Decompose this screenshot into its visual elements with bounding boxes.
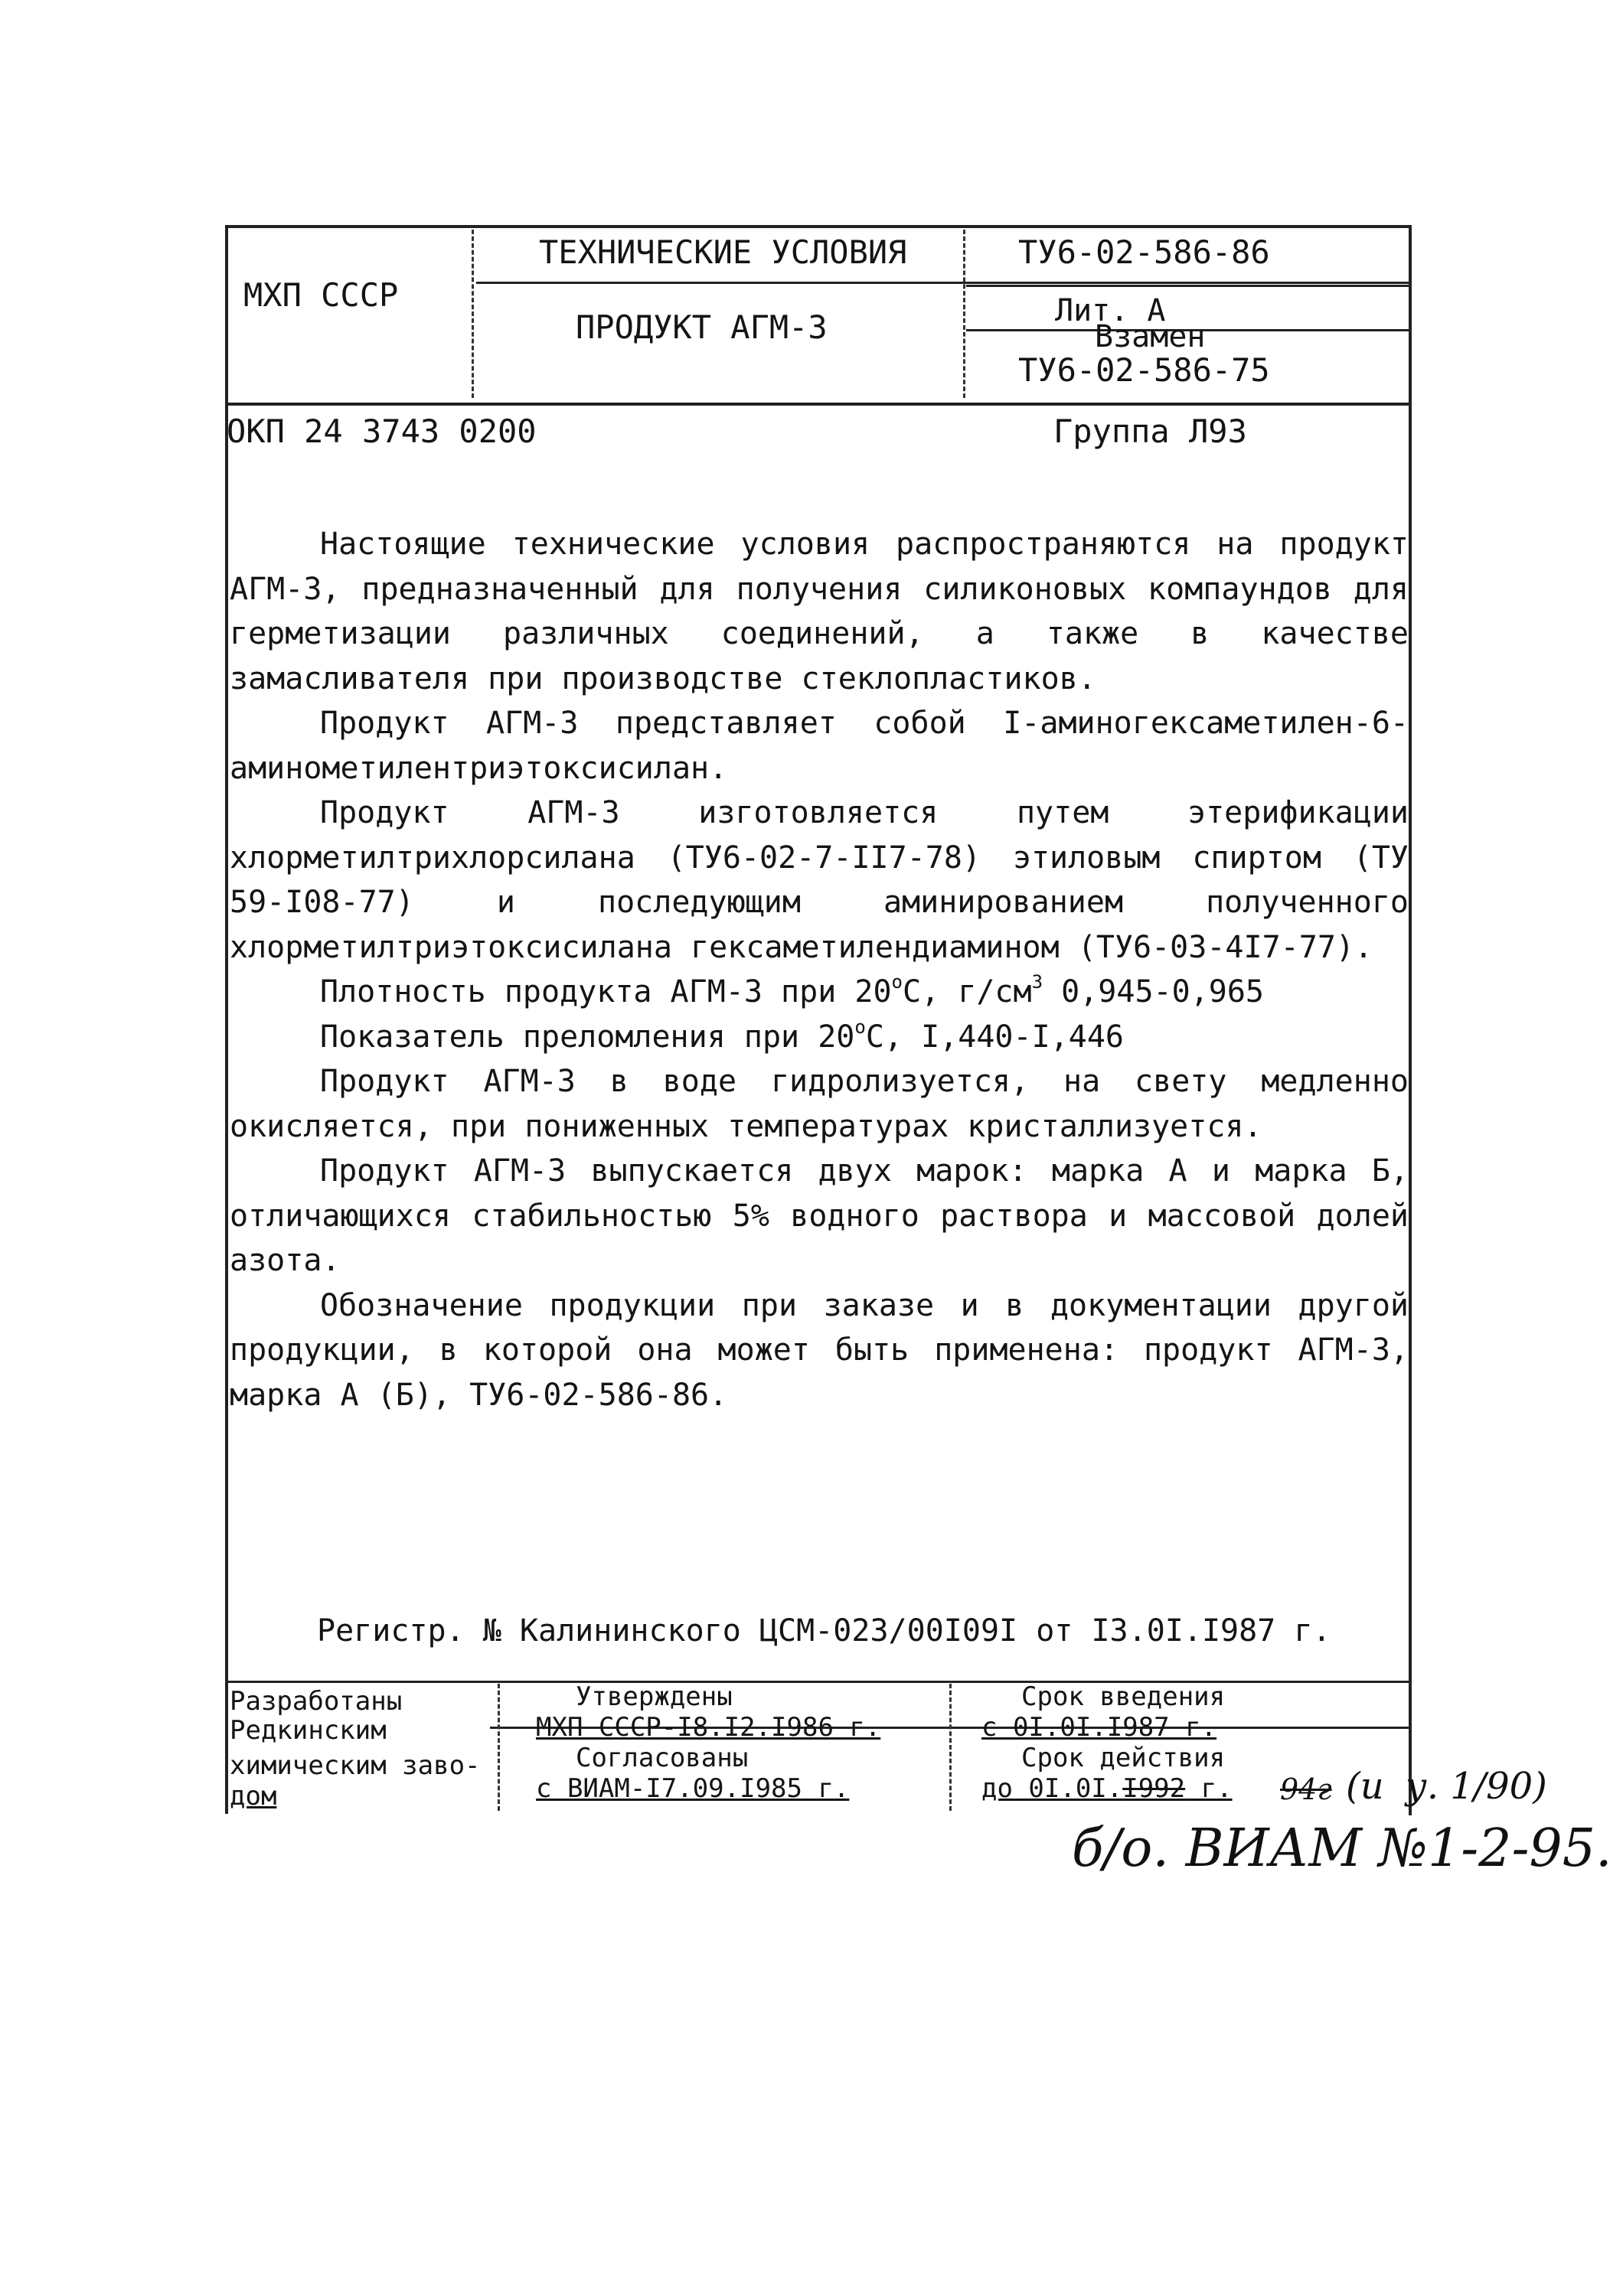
okp-code: ОКП 24 3743 0200 (227, 413, 537, 450)
cube-sign: 3 (1031, 971, 1043, 993)
paragraph-grades: Продукт АГМ-3 выпускается двух марок: марка А и марка Б, отличающихся стабильностью 5% водного раствора и массовой долей азота. (230, 1153, 1409, 1278)
developer-line-2: Редкинским (230, 1715, 387, 1746)
paragraph-scope: Настоящие технические условия распространяются на продукт АГМ-3, предназначенный для получения силиконовых компаундов для герметизации различных соединений, а также в качестве замасливателя при производстве стеклопластиков. (230, 527, 1409, 696)
header-mid-rule (476, 282, 1412, 284)
replaces-label: Взамен (1095, 319, 1206, 354)
frame-left-rule (225, 225, 228, 1814)
paragraph-refraction (230, 1015, 1409, 1060)
developer-line-1: Разработаны (230, 1686, 403, 1717)
paragraph-composition: Продукт АГМ-3 представляет собой I-аминогексаметилен-6-аминометилентриэтоксисилан. (230, 706, 1409, 786)
handwritten-note-3: б/о. ВИАМ №1-2-95. (1072, 1818, 1612, 1879)
paragraph-stability: Продукт АГМ-3 в воде гидролизуется, на свету медленно окисляется, при пониженных температурах кристаллизуется. (230, 1064, 1409, 1144)
frame-right-rule (1409, 225, 1412, 1815)
degree-sign: о (891, 971, 903, 993)
header-separator-2 (963, 230, 968, 398)
density-value: 0,945-0,965 (1043, 974, 1265, 1009)
density-units: С, г/см (903, 974, 1032, 1009)
intro-date-value: с 0I.0I.I987 г. (981, 1712, 1217, 1743)
number-rule (966, 285, 1412, 287)
valid-date-struck-year: I992 (1122, 1773, 1186, 1804)
handwritten-note-2: у. 1/90) (1406, 1765, 1547, 1808)
refraction-prefix: Показатель преломления при 20 (320, 1019, 855, 1055)
intro-date-label: Срок введения (1021, 1681, 1226, 1712)
paragraph-density (230, 970, 1409, 1015)
footer-separator-1 (498, 1684, 503, 1811)
footer-top-rule (225, 1681, 1412, 1683)
agreed-value: с ВИАМ-I7.09.I985 г. (536, 1773, 850, 1804)
valid-date-suffix: г. (1185, 1773, 1233, 1804)
header-separator-1 (472, 230, 477, 398)
paragraph-designation: Обозначение продукции при заказе и в документации другой продукции, в которой она может быть применена: продукт АГМ-3, марка А (Б), ТУ6-02-586-86. (230, 1287, 1409, 1413)
handwritten-note-1: (и (1346, 1765, 1384, 1808)
approved-label: Утверждены (576, 1681, 733, 1712)
registration-line: Регистр. № Калининского ЦСМ-023/00I09I от I3.0I.I987 г. (317, 1613, 1331, 1649)
frame-top-rule (225, 225, 1412, 228)
valid-date-prefix: до 0I.0I. (981, 1773, 1123, 1804)
developer-line-4: дом (230, 1781, 277, 1812)
valid-date-label: Срок действия (1021, 1743, 1226, 1773)
lit-label: Лит. А (1055, 293, 1166, 328)
developer-line-3: химическим заво- (230, 1750, 481, 1781)
group-code: Группа Л93 (1053, 413, 1247, 450)
replaces-number: ТУ6-02-586-75 (1018, 351, 1270, 389)
ministry-label: МХП СССР (243, 276, 399, 314)
approved-value: МХП СССР-I8.I2.I986 г. (536, 1712, 881, 1743)
handwritten-struck-note: 94г (1280, 1773, 1332, 1806)
paragraph-manufacture: Продукт АГМ-3 изготовляется путем этерификации хлорметилтрихлорсилана (ТУ6-02-7-II7-78) этиловым спиртом (ТУ 59-I08-77) и последующим аминированием полученного хлорметилтриэтоксисилана гексаметилендиамином (ТУ6-03-4I7-77). (230, 795, 1409, 965)
doc-number: ТУ6-02-586-86 (1018, 233, 1270, 271)
header-bottom-rule (225, 403, 1412, 406)
degree-sign-2: о (854, 1016, 866, 1038)
body-text (230, 522, 1409, 1417)
doc-type-title: ТЕХНИЧЕСКИЕ УСЛОВИЯ (539, 233, 907, 271)
agreed-label: Согласованы (576, 1743, 749, 1773)
product-title: ПРОДУКТ АГМ-3 (576, 308, 828, 346)
refraction-value: С, I,440-I,446 (865, 1019, 1124, 1055)
density-prefix: Плотность продукта АГМ-3 при 20 (320, 974, 892, 1009)
valid-date-value (981, 1773, 1233, 1804)
footer-separator-2 (949, 1684, 955, 1811)
